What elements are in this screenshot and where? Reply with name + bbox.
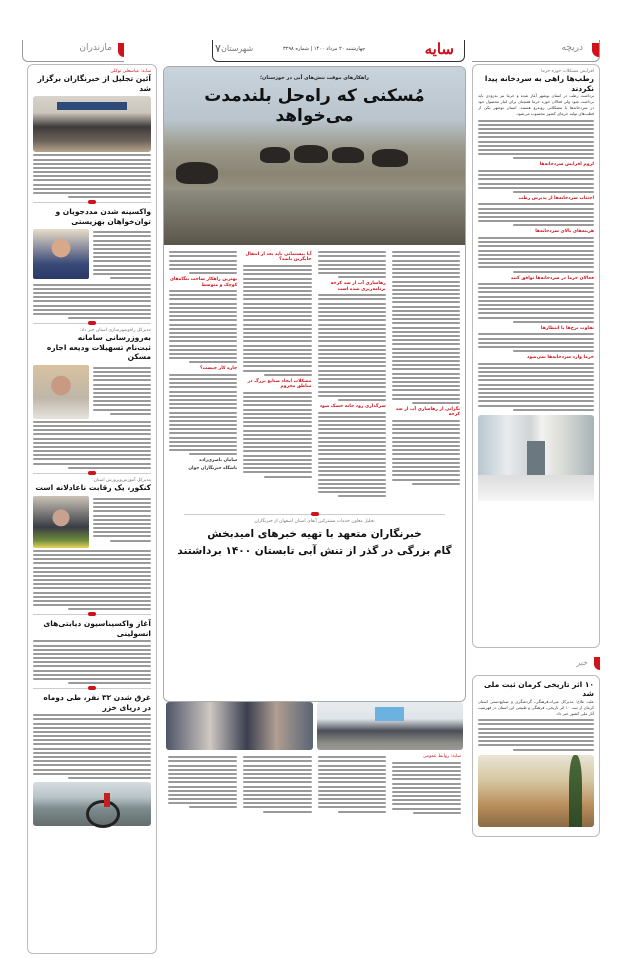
text-column [243,754,312,816]
page-section: شهرستان [221,44,254,53]
article-subhead: لزوم افزایش سردخانه‌ها [539,162,594,168]
article-body [478,283,594,323]
story-with-photo [33,229,151,281]
story-kicker: مدیرکل آموزش‌وپرورش استان: [92,477,151,483]
article-body [478,120,594,160]
article-body [478,333,594,352]
story-divider [33,323,151,324]
author-name: سامان ناصری‌زاده [199,458,238,464]
story-headline[interactable]: غرق شدن ۳۲ نفر، طی دوماه در دریای خزر [43,693,151,712]
isfahan-title-line2[interactable]: گام بزرگی در گذر از تنش آبی تابستان ۱۴۰۰ برداشتند [177,545,452,558]
feature-subhead: مشکلات ایجاد صنایع بزرگ در مناطق محروم [247,378,312,390]
article-body [478,203,594,226]
story-headline[interactable]: آغاز واکسیناسیون دیابتی‌های انسولینی [43,619,151,638]
feature-subhead: آیا بیستمانی باید بعد از انتقال جایگزین باشد؟ [245,252,312,263]
story-source: سایه: روابط عمومی [422,754,461,759]
article-body [478,363,594,411]
official-portrait [33,496,89,548]
text-column [318,754,387,816]
article-intro: برداشت رطب در استان بوشهر آغاز شده و خرما نیز به‌زودی باید برداشت شود ولی فعالان حوزه خرما همچنان برای انبار محصول خود در سردخانه‌ها با مشکلاتی روبه‌رو هستند. استان بوشهر یکی از قطب‌های تولید خرمای کشور محسوب می‌شود. [478,93,594,117]
buffalo [332,147,364,163]
story-body [33,421,151,469]
article-subhead: تفاوت نرخ‌ها با انتظارها [540,325,594,331]
story-kicker: مدیرکل راه‌وشهرسازی استان خبر داد: [79,328,151,334]
story-headline[interactable]: کنکور، یک رقابت ناعادلانه است [35,483,151,493]
kerman-historic-photo [478,755,594,827]
feature-subhead: بهترین راهکار ساخت بنگاه‌های کوچک و متوسط [169,277,238,288]
story-body [33,714,151,779]
story-body [33,640,151,684]
text-column [392,249,460,506]
article-subhead: هزینه‌های بالای سردخانه‌ها [535,229,594,235]
article-subhead: اجتناب سردخانه‌ها از پذیرش رطب [518,195,594,201]
journalists-group-photo [317,702,464,750]
award-ceremony-photo [166,702,313,750]
region-title: مازندران [79,43,112,53]
section-flag-icon [594,657,600,670]
issue-date: چهارشنبه ۲۰ مرداد ۱۴۰۰ | شماره ۳۲۹۸ [283,46,366,52]
isfahan-photos [163,702,466,750]
story-with-photo [33,365,151,419]
news-section-tab [472,655,600,673]
news-headline[interactable]: ۱۰ اثر تاریخی کرمان ثبت ملی شد [483,680,594,699]
story-body [33,550,151,611]
story-headline[interactable]: آئین تجلیل از خبرنگاران برگزار شد [37,74,151,93]
isfahan-story [163,702,466,852]
page-number: ۷ [215,42,221,55]
author-org: باشگاه خبرنگاران جوان [188,466,238,472]
ceremony-photo [33,96,151,152]
masthead [212,40,465,62]
text-column [169,249,237,506]
buffalo [294,145,328,163]
story-body [33,154,151,198]
story-headline[interactable]: به‌روزرسانی سامانه [77,333,151,343]
feature-subhead: رهاسازی آب از سد کرخه برنامه‌ریزی شده است [330,281,386,292]
story-headline[interactable]: واکسینه شدن مددجویان و توان‌خواهان بهزیستی [55,207,151,226]
river-water [164,190,465,245]
news-section-title: خبر [576,658,588,667]
mazandaran-news [27,64,157,954]
article-subhead: فعالان خرما در سردخانه‌ها توافق کنند [510,275,594,281]
news-lead: علت غلاح: مدیرکل میراث‌فرهنگی، گردشگری و صنایع‌دستی استان کرمان از ثبت ۱۰ اثر تاریخی، فرهنگی و طبیعی این استان در فهرست آثار ملی کشور خبر داد. [478,698,595,716]
feature-subhead: سرگذاری رود خانه خشک شود [319,403,386,409]
article-body [478,170,594,193]
feature-body [164,245,465,510]
official-portrait [33,365,89,419]
article-subhead: خرما وارد سردخانه‌ها نمی‌شود [527,355,594,361]
article-kicker: افزایش مشکلات حوزه خرما [541,69,594,74]
section-title: دریچه [561,43,583,53]
buffalo [372,149,408,167]
text-column [318,249,386,506]
story-divider [33,202,151,203]
article-body [478,237,594,273]
section-label-right [472,40,600,62]
isfahan-title-line1[interactable]: خبرنگاران متعهد با تهیه خبرهای امیدبخش [207,528,422,540]
story-divider [184,514,445,515]
story-with-photo [33,496,151,548]
dates-article [472,64,600,648]
story-headline[interactable]: ثبت‌نام تسهیلات ودیعه اجاره مسکن [46,342,151,362]
hero-kicker: راهکارهای موقت تنش‌های آبی در خوزستان؛ [260,75,369,81]
feature-subhead: نگرانی از رهاسازی آب از سد کرخه [395,406,460,418]
story-source: سایه: عباسعلی توکلی [110,69,151,74]
feature-subhead: چاره کار چیست؟ [200,366,238,372]
official-portrait [33,229,89,279]
story-divider [33,473,151,474]
story-body [33,284,151,320]
news-body [478,719,594,750]
hero-image [164,67,465,245]
hero-title[interactable]: مُسکنی که راه‌حل بلندمدت می‌خواهد [204,86,425,126]
kerman-news [472,675,600,837]
story-divider [33,688,151,689]
section-label-left [22,40,124,62]
page-header [22,40,600,62]
cold-storage-photo [478,415,594,501]
section-flag-icon [592,43,599,57]
buffalo [176,162,218,184]
text-column [392,754,461,816]
buffalo [260,147,290,163]
isfahan-kicker: تجلیل معاون خدمات مشترکین آبفای استان اصفهان از خبرنگاران [254,519,375,524]
section-flag-icon [118,43,124,57]
text-column [168,754,237,816]
story-divider [33,614,151,615]
caspian-rescue-photo [33,782,151,826]
isfahan-body [163,750,466,820]
main-feature [163,66,466,702]
article-headline[interactable]: رطب‌ها راهی به سردخانه پیدا نکردند [484,74,594,93]
text-column [243,249,311,506]
newspaper-logo[interactable]: سایه [424,40,454,58]
